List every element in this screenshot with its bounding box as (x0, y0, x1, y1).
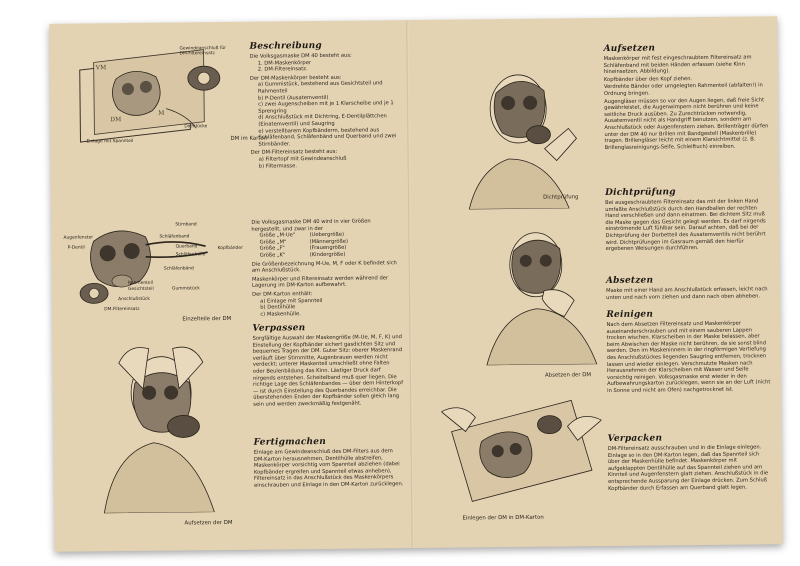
reinigen-text: Nach dem Absetzen Filtereinsatz und Maskenkörper auseinanderschrauben und mit einem sauberen Lappen trocken wischen. Klarscheiben in der Maske belassen, aber beim Abwischen der Maske nicht berühren, da sie sonst blind werden. Den im Maskeninnern in der ringförmigen Vertiefung des Anschlußstückes liegenden Saugring entfernen, trocknen lassen und wieder einlegen. Verschmutzte Masken nach Herausnehmen der Klarscheiben mit Wasser und Seife vorsichtig reinigen. Volksgasmaske erst wieder in den Aufbewahrungskarton zurücklegen, wenn sie an der Luft (nicht in Sonne und nicht am Ofen) nachgetrocknet ist. (606, 320, 771, 394)
absetzen-text: Maske mit einer Hand am Anschlußstück erfassen, leicht nach unten und nach vorn ziehen und dann nach oben abheben. (606, 286, 768, 301)
section-verpacken (608, 432, 773, 492)
size-row: Größe „M-Ue" (Uebergröße) (259, 231, 345, 239)
part-1: 1. DM-Maskenkörper (257, 59, 312, 67)
label-stirnband: Stirnband (175, 222, 197, 228)
body-part-a: a) Gummistück, bestehend aus Gesichtsteil und Rahmenteil (257, 80, 383, 95)
label-augenfenster: Augenfenster (63, 235, 94, 241)
mask-mark-vm: VM (95, 64, 107, 72)
caption-einzelteile: Einzelteile der DM (182, 315, 232, 323)
size-row: Größe „F" (Frauengröße) (259, 245, 347, 253)
center-fold (406, 20, 414, 548)
filter-part-b: b) Filtermasse. (258, 162, 297, 170)
heading-absetzen: Absetzen (605, 275, 654, 287)
aufsetzen-text: Maskenkörper mit fest eingeschraubtem Filtereinsatz am Schläfenband mit beiden Händen erfassen (siehe Kinn hineinsetzen. Abbildung). (603, 54, 752, 76)
section-absetzen (606, 274, 770, 301)
heading-fertigmachen: Fertigmachen (253, 436, 326, 448)
size-note: Die Größenbezeichnung M-Ue, M, F oder K befindet sich am Anschlußstück. (251, 259, 397, 274)
heading-reinigen: Reinigen (606, 309, 654, 321)
label-gesichtsteil: Gesichtsteil (128, 286, 154, 293)
figure-dichtpruefung (479, 214, 601, 365)
caption-einlegen: Einlegen der DM in DM-Karton (462, 514, 544, 522)
verpassen-text: Sorgfältige Auswahl der Maskengröße (M-Ue, M, F, K) und Einstellung der Kopfbänder sichert gasdichten Sitz und bequemes Tragen der DM. Guter Sitz: oberer Maskenrand verläuft über Stirnmitte, Augenbrauen werden nicht verdeckt; unterer Maskenteil umschließt ohne Falten oder Beulenbildung das Kinn. Lästiger Druck darf nirgends entstehen. Scheitelband muß quer liegen. Die richtige Lage des Schläfenbandes — über dem Hinterkopf — ist durch Einstellung des Querbandes erreichbar. Die überstehenden Enden der Kopfbänder sollen gleich lang sein und werden zweckmäßig festgenäht. (252, 334, 404, 408)
label-einlage: Einlage mit Spannteil (86, 138, 134, 145)
caption-dm-im-karton: DM im Karton (230, 135, 268, 142)
heading-verpacken: Verpacken (607, 433, 663, 445)
caption-dichtpruefung: Dichtprüfung (543, 194, 579, 201)
body-part-b: b) P-Dentil (Ausatemventil) (258, 94, 329, 102)
label-filtereinsatz: DM-Filtereinsatz (104, 306, 140, 313)
booklet-sheet (49, 16, 782, 552)
aufsetzen-text-4: Augengläser müssen so vor den Augen liegen, daß freie Sicht gewährleistet, die Augenwimpern nicht berühren und keine seitliche Druck ausüben. Zu Zurechtrücken notwendig, Ausatemventil nicht als Handgriff benutzen, sondern am Anschlußstück oder Augenfenstern ziehen. Brillenträger dürfen unter der DM 40 nur Brillen mit Bandgestell (Maskenbrille) tragen. Brillengläser leicht mit einem Klarsichtmittel (z. B. Brillenglasreinigungs-Seife, Schleiftuch) einreiben. (604, 96, 769, 151)
carton-part-b: b) Dentilhülle (260, 304, 296, 311)
label-gummistueck: Gummistück (172, 286, 200, 292)
label-querband: Querband (175, 244, 198, 250)
beschreibung-intro: Die Volksgasmaske DM 40 besteht aus: (249, 52, 352, 60)
heading-beschreibung: Beschreibung (249, 40, 322, 52)
figure-einzelteile (63, 200, 244, 314)
section-dichtpruefung (605, 186, 770, 252)
right-page (417, 26, 772, 538)
carton-intro: Der DM-Karton enthält: (252, 291, 313, 298)
storage-note: Maskenkörper und Filtereinsatz werden während der Lagerung im DM-Karton aufbewahrt. (251, 275, 389, 290)
label-rahmenteil: Rahmenteil (127, 280, 154, 287)
figure-verpacken (441, 380, 602, 512)
section-sizes (251, 218, 402, 318)
caption-absetzen: Absetzen der DM (544, 372, 592, 379)
body-part-e: e) verstellbarem Kopfbänderm, bestehend aus Schläfenband, Schläfenbänd und Querband und zwei Stirnbänder. (258, 126, 397, 148)
figure-aufsetzen-right (457, 38, 579, 209)
heading-dichtpruefung: Dichtprüfung (605, 187, 676, 199)
filter-intro: Der DM-Filtereinsatz besteht aus: (250, 149, 338, 157)
section-reinigen (606, 308, 771, 394)
body-intro: Der DM-Maskenkörper besteht aus: (249, 74, 342, 82)
part-2: 2. DM-Filtereinsatz. (257, 66, 308, 73)
body-part-c: c) zwei Augenscheiben mit je 1 Klarscheibe und je 1 Sprengring (258, 100, 394, 115)
aufsetzen-text-2: Kopfbänder über den Kopf ziehen. (603, 75, 693, 83)
fertigmachen-text: Einlage am Gewindeanschluß des DM-Filters aus dem DM-Karton herausnehmen, Dentilhülle abstreifen, Maskenkörper vorsichtig vom Spannteil abziehen (dabei Kopfbänder ergreifen und Spannteil etwas anheben), Filtereinsatz in das Anschlußstück des Maskenkörpers einschrauben und Einlage in den DM-Karton zurücklegen. (253, 448, 404, 489)
label-schlaefenhuelle: Schläfenhülle (175, 252, 206, 258)
section-aufsetzen (603, 42, 768, 151)
label-schlaefenbaend: Schläfenbänd (163, 266, 194, 272)
label-p-dentil: P-Dentil (67, 245, 85, 251)
sizes-list (251, 231, 401, 259)
label-kopfbaender: Kopfbänder (217, 245, 243, 252)
heading-verpassen: Verpassen (252, 323, 306, 334)
sizes-intro: Die Volksgasmaske DM 40 wird in vier Größen hergestellt, und zwar in der (251, 218, 371, 233)
verpacken-text: DM-Filtereinsatz ausschrauben und in die Einlage einlegen. Einlage so in den DM-Karton legen, daß das Spannteil sich über der Maskenhülle befindet. Maskenkörper mit aufgeklappten Dentilhülle auf das Spannteil ziehen und am Kinnteil und Augenfenstern glatt ziehen. Anschlußstück in die entsprechende Aussparung der Einlage drücken. Zum Schluß Kopfbänder durch Erfassen am Querband glatt legen. (607, 444, 769, 492)
carton-part-a: a) Einlage mit Spannteil (260, 297, 323, 305)
heading-aufsetzen: Aufsetzen (603, 43, 656, 55)
size-row: Größe „K" (Kindergröße) (259, 251, 346, 259)
left-page (59, 30, 404, 542)
mask-mark-dm: DM (110, 116, 122, 124)
dichtpruefung-text: Bei ausgeschraubtem Filtereinsatz das mit der linken Hand umfaßte Anschlußstück durch den Handballen der rechten Hand verschließen und dann einatmen. Bei dichtem Sitz muß die Maske gegen das Gesicht gelegt werden. Es darf nirgends einströmende Luft fühlbar sein. Darauf achten, daß bei der Dichtprüfung der Dorbetteil des Ausatemventils nicht berührt wird. Dichtprüfungen im Gasraum gemäß den hierfür ergebenen Weisungen durchführen. (605, 198, 766, 253)
label-anschlussstueck: Anschlußstück (118, 296, 150, 303)
body-part-d: d) Anschlußstück mit Dichtring, E-Dentilplättchen (Einatemventil) und Saugring (258, 113, 387, 128)
mask-mark-m: M (158, 109, 165, 117)
filter-part-a: a) Filtertopf mit Gewindeanschluß (258, 155, 347, 163)
label-gewindeanschluss: Gewindeanschluß für DM-Filtereinsatz (179, 45, 227, 57)
caption-aufsetzen: Aufsetzen der DM (184, 519, 233, 527)
section-verpassen (252, 322, 403, 408)
size-row: Größe „M" (Männergröße) (259, 238, 349, 246)
section-fertigmachen (254, 436, 405, 489)
figure-mask-in-carton (65, 38, 236, 148)
figure-aufsetzen (83, 332, 235, 514)
aufsetzen-text-3: Verdrehte Bänder oder umgelegten Rahmenteil (abfalten!) in Ordnung bringen. (603, 82, 763, 97)
label-schlaefenband: Schläfenband (159, 234, 190, 240)
label-dichtluecke: Dichtlücke (184, 124, 208, 130)
carton-part-c: c) Maskenhülle. (260, 310, 301, 318)
section-beschreibung (249, 40, 400, 170)
